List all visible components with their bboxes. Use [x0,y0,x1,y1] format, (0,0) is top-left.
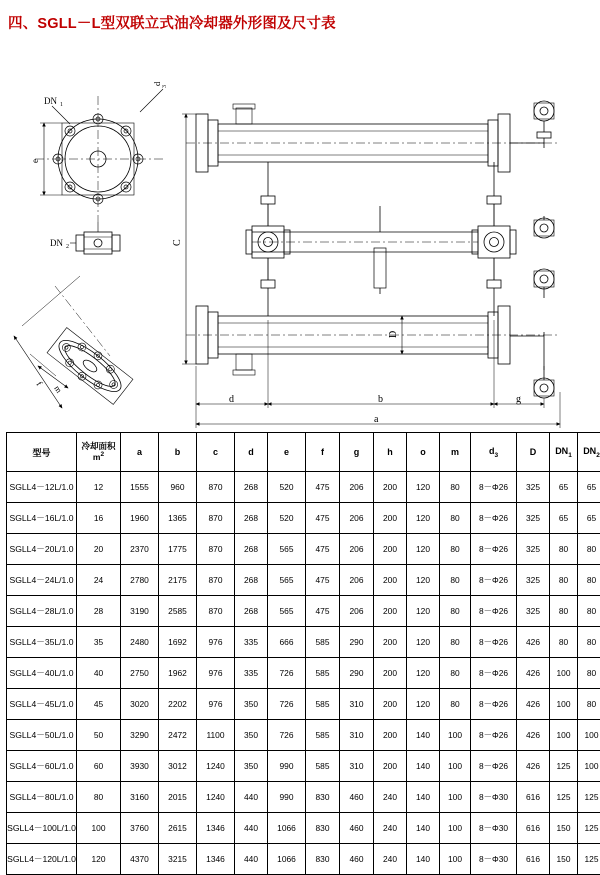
table-cell: 870 [197,472,235,503]
table-cell: 426 [517,751,550,782]
table-cell: 8－Φ26 [471,689,517,720]
table-row [7,720,600,751]
svg-text:DN: DN [50,238,63,248]
table-cell: 2780 [121,565,159,596]
table-cell: 8－Φ30 [471,813,517,844]
table-cell: 990 [268,751,306,782]
table-cell: 830 [306,782,340,813]
table-cell: 565 [268,534,306,565]
cell-model: SGLL4－80L/1.0 [7,782,77,813]
table-cell: 80 [440,503,471,534]
table-cell: 990 [268,782,306,813]
table-cell: 8－Φ30 [471,782,517,813]
table-row [7,751,600,782]
table-cell: 65 [578,503,600,534]
spec-table-header [7,433,600,472]
table-cell: 80 [440,689,471,720]
table-cell: 1346 [197,844,235,875]
table-cell: 65 [578,472,600,503]
table-cell: 8－Φ26 [471,534,517,565]
table-cell: 426 [517,658,550,689]
table-cell: 50 [77,720,121,751]
table-cell: 200 [374,503,407,534]
table-cell: 100 [578,751,600,782]
svg-text:e: e [30,159,40,163]
svg-text:g: g [516,394,521,405]
table-cell: 80 [578,534,600,565]
table-cell: 440 [235,844,268,875]
table-cell: 240 [374,813,407,844]
table-cell: 100 [550,689,578,720]
table-cell: 100 [440,720,471,751]
table-cell: 325 [517,472,550,503]
table-cell: 125 [578,782,600,813]
table-cell: 1240 [197,751,235,782]
table-cell: 80 [578,689,600,720]
table-cell: 585 [306,720,340,751]
table-cell: 585 [306,689,340,720]
table-cell: 100 [550,658,578,689]
col-header-model: 型号 [7,433,77,472]
table-cell: 80 [550,627,578,658]
table-cell: 585 [306,751,340,782]
cell-model: SGLL4－28L/1.0 [7,596,77,627]
cell-model: SGLL4－16L/1.0 [7,503,77,534]
svg-text:b: b [378,394,383,405]
table-cell: 475 [306,503,340,534]
col-header-a: a [121,433,159,472]
table-cell: 976 [197,658,235,689]
table-cell: 268 [235,534,268,565]
table-row [7,596,600,627]
table-cell: 80 [578,627,600,658]
table-cell: 80 [550,596,578,627]
cell-model: SGLL4－24L/1.0 [7,565,77,596]
spec-table-body [7,472,600,875]
table-cell: 200 [374,534,407,565]
table-cell: 200 [374,658,407,689]
table-cell: 140 [407,751,440,782]
table-cell: 460 [340,844,374,875]
cell-model: SGLL4－45L/1.0 [7,689,77,720]
table-cell: 426 [517,627,550,658]
table-cell: 150 [550,844,578,875]
table-cell: 200 [374,565,407,596]
table-cell: 65 [550,503,578,534]
table-cell: 80 [578,658,600,689]
table-cell: 100 [550,720,578,751]
col-header-d3: $d_3$ [471,433,517,472]
table-cell: 290 [340,658,374,689]
table-cell: 3930 [121,751,159,782]
table-cell: 325 [517,534,550,565]
table-cell: 460 [340,782,374,813]
table-cell: 120 [407,534,440,565]
svg-text:d: d [152,81,162,86]
table-cell: 2175 [159,565,197,596]
table-cell: 120 [407,596,440,627]
table-cell: 830 [306,813,340,844]
table-cell: 150 [550,813,578,844]
table-cell: 206 [340,472,374,503]
table-cell: 80 [578,596,600,627]
table-cell: 976 [197,689,235,720]
table-cell: 35 [77,627,121,658]
table-cell: 40 [77,658,121,689]
table-cell: 80 [440,565,471,596]
svg-text:d: d [229,394,234,405]
table-cell: 1100 [197,720,235,751]
table-cell: 426 [517,720,550,751]
table-cell: 80 [440,596,471,627]
table-cell: 268 [235,565,268,596]
cell-model: SGLL4－20L/1.0 [7,534,77,565]
table-cell: 2480 [121,627,159,658]
table-cell: 585 [306,658,340,689]
table-cell: 16 [77,503,121,534]
table-cell: 140 [407,844,440,875]
table-cell: 726 [268,720,306,751]
table-cell: 80 [550,534,578,565]
table-cell: 1692 [159,627,197,658]
table-cell: 100 [578,720,600,751]
col-header-c: c [197,433,235,472]
table-cell: 520 [268,503,306,534]
table-cell: 870 [197,503,235,534]
table-row [7,782,600,813]
table-cell: 268 [235,596,268,627]
spec-table [6,432,600,875]
table-cell: 200 [374,472,407,503]
table-row [7,472,600,503]
table-cell: 1066 [268,813,306,844]
table-cell: 565 [268,596,306,627]
table-cell: 1962 [159,658,197,689]
table-cell: 8－Φ26 [471,503,517,534]
table-cell: 3290 [121,720,159,751]
table-cell: 80 [440,534,471,565]
table-cell: 1365 [159,503,197,534]
page-title-text: 四、SGLL－L型双联立式油冷却器外形图及尺寸表 [8,12,336,33]
col-header-m: m [440,433,471,472]
table-cell: 2015 [159,782,197,813]
table-cell: 666 [268,627,306,658]
table-row [7,627,600,658]
table-cell: 80 [578,565,600,596]
col-header-dn1: $DN_1$ [550,433,578,472]
table-cell: 870 [197,596,235,627]
table-cell: 125 [550,782,578,813]
svg-text:1: 1 [60,102,63,108]
cell-model: SGLL4－120L/1.0 [7,844,77,875]
table-cell: 65 [550,472,578,503]
table-cell: 3760 [121,813,159,844]
table-row [7,658,600,689]
col-header-D: D [517,433,550,472]
table-cell: 616 [517,844,550,875]
svg-text:D: D [388,331,399,338]
table-cell: 870 [197,534,235,565]
table-cell: 2615 [159,813,197,844]
table-cell: 80 [440,627,471,658]
col-header-h: h [374,433,407,472]
table-cell: 80 [440,472,471,503]
table-cell: 20 [77,534,121,565]
table-cell: 325 [517,596,550,627]
spec-table-container [6,432,594,875]
table-cell: 3020 [121,689,159,720]
table-cell: 206 [340,596,374,627]
cell-model: SGLL4－60L/1.0 [7,751,77,782]
table-cell: 12 [77,472,121,503]
cell-model: SGLL4－12L/1.0 [7,472,77,503]
table-cell: 200 [374,627,407,658]
table-cell: 100 [77,813,121,844]
table-cell: 2585 [159,596,197,627]
table-cell: 8－Φ26 [471,658,517,689]
table-cell: 726 [268,658,306,689]
table-cell: 325 [517,503,550,534]
table-cell: 520 [268,472,306,503]
table-cell: 2750 [121,658,159,689]
table-cell: 240 [374,844,407,875]
table-cell: 8－Φ26 [471,720,517,751]
table-cell: 60 [77,751,121,782]
table-cell: 206 [340,565,374,596]
table-cell: 960 [159,472,197,503]
svg-text:3: 3 [162,85,168,88]
table-row [7,813,600,844]
table-cell: 240 [374,782,407,813]
svg-text:DN: DN [44,96,57,106]
table-cell: 200 [374,689,407,720]
table-cell: 1555 [121,472,159,503]
table-row [7,503,600,534]
col-header-f: f [306,433,340,472]
table-cell: 268 [235,472,268,503]
col-header-b: b [159,433,197,472]
table-cell: 585 [306,627,340,658]
table-cell: 335 [235,627,268,658]
table-cell: 350 [235,689,268,720]
table-cell: 310 [340,751,374,782]
table-cell: 125 [578,844,600,875]
table-row [7,534,600,565]
table-cell: 28 [77,596,121,627]
table-cell: 206 [340,503,374,534]
table-cell: 475 [306,534,340,565]
table-cell: 426 [517,689,550,720]
table-cell: 3215 [159,844,197,875]
cell-model: SGLL4－50L/1.0 [7,720,77,751]
table-cell: 80 [77,782,121,813]
table-cell: 120 [77,844,121,875]
svg-text:m: m [52,384,64,395]
table-cell: 120 [407,658,440,689]
table-cell: 8－Φ30 [471,844,517,875]
table-cell: 120 [407,689,440,720]
table-cell: 310 [340,689,374,720]
table-cell: 2202 [159,689,197,720]
table-cell: 290 [340,627,374,658]
table-cell: 120 [407,627,440,658]
table-cell: 45 [77,689,121,720]
table-cell: 200 [374,720,407,751]
table-cell: 726 [268,689,306,720]
table-cell: 100 [440,782,471,813]
col-header-o: o [407,433,440,472]
table-cell: 325 [517,565,550,596]
table-cell: 440 [235,782,268,813]
cell-model: SGLL4－35L/1.0 [7,627,77,658]
table-cell: 310 [340,720,374,751]
col-header-d: d [235,433,268,472]
svg-text:f: f [34,380,44,388]
table-cell: 125 [550,751,578,782]
table-cell: 2370 [121,534,159,565]
table-cell: 200 [374,596,407,627]
table-cell: 120 [407,472,440,503]
table-cell: 1240 [197,782,235,813]
col-header-area: 冷却面积 $m^2$ [77,433,121,472]
cell-model: SGLL4－100L/1.0 [7,813,77,844]
col-header-e: e [268,433,306,472]
table-cell: 120 [407,565,440,596]
table-cell: 565 [268,565,306,596]
table-cell: 616 [517,813,550,844]
table-cell: 475 [306,472,340,503]
table-cell: 206 [340,534,374,565]
table-cell: 80 [550,565,578,596]
table-cell: 350 [235,720,268,751]
cell-model: SGLL4－40L/1.0 [7,658,77,689]
table-cell: 1775 [159,534,197,565]
technical-drawing [0,36,600,428]
table-cell: 460 [340,813,374,844]
table-cell: 1066 [268,844,306,875]
table-row [7,565,600,596]
table-cell: 100 [440,813,471,844]
table-cell: 8－Φ26 [471,472,517,503]
table-cell: 140 [407,720,440,751]
svg-text:a: a [374,414,379,425]
table-cell: 100 [440,844,471,875]
table-cell: 616 [517,782,550,813]
table-cell: 1346 [197,813,235,844]
table-cell: 1960 [121,503,159,534]
col-header-dn2: $DN_2$ [578,433,600,472]
table-cell: 8－Φ26 [471,565,517,596]
table-cell: 80 [440,658,471,689]
col-header-g: g [340,433,374,472]
table-cell: 24 [77,565,121,596]
table-cell: 8－Φ26 [471,751,517,782]
svg-text:2: 2 [66,244,69,250]
table-cell: 830 [306,844,340,875]
table-cell: 125 [578,813,600,844]
table-cell: 475 [306,596,340,627]
header-row [7,433,600,472]
table-cell: 200 [374,751,407,782]
table-cell: 3012 [159,751,197,782]
table-cell: 8－Φ26 [471,596,517,627]
page-title [8,10,592,34]
table-cell: 335 [235,658,268,689]
svg-text:C: C [172,239,183,246]
table-cell: 440 [235,813,268,844]
table-cell: 3190 [121,596,159,627]
table-cell: 268 [235,503,268,534]
table-cell: 976 [197,627,235,658]
table-cell: 870 [197,565,235,596]
table-cell: 3160 [121,782,159,813]
table-cell: 4370 [121,844,159,875]
table-cell: 475 [306,565,340,596]
table-cell: 140 [407,782,440,813]
table-cell: 140 [407,813,440,844]
table-row [7,844,600,875]
table-cell: 100 [440,751,471,782]
table-cell: 2472 [159,720,197,751]
table-row [7,689,600,720]
table-cell: 8－Φ26 [471,627,517,658]
table-cell: 350 [235,751,268,782]
table-cell: 120 [407,503,440,534]
